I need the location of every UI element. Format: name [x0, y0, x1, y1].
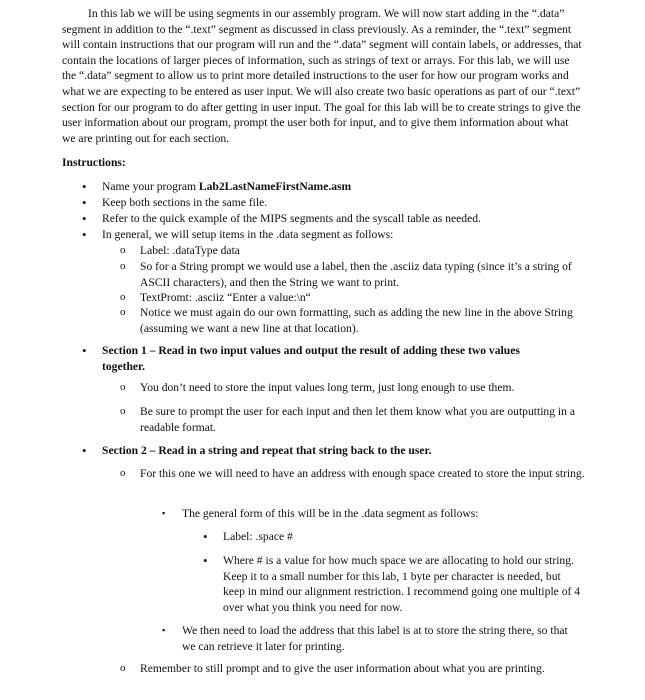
bullet-disc-icon: •	[82, 443, 87, 458]
where-item	[203, 553, 585, 615]
intro-paragraph: In this lab we will be using segments in our assembly program. We will now start adding in the “.data” segment in addition to the “.text” segment as discussed in class previously. As a reminder, the “.text” segment will contain instructions that our program will run and the “.data” segment will contain labels, or addresses, that contain the locations of larger pieces of information, such as strings of text or arrays. For this lab, we will use the “.data” segment to allow us to print more detailed instructions to the user for how our program works and what we are expecting to be entered as user input. We will also create two basic operations as part of our “.text” section for our program to do after getting in user input. The goal for this lab will be to create strings to give the user information about our program, prompt the user both for input, and to give them information about what we are printing out for each section.	[62, 7, 582, 145]
section1-item	[120, 380, 582, 396]
section2-sub-text: The general form of this will be in the .data segment as follows:	[182, 507, 479, 520]
bullet-circle-icon: o	[120, 381, 126, 393]
bullet-square-icon: ▪	[162, 625, 166, 635]
bullet-square-icon: ▪	[162, 508, 166, 518]
sub-item	[120, 290, 582, 306]
sub-item-text: So for a String prompt we would use a label, then the .asciiz data typing (since it’s a string of ASCII characters), and then the String we want to print.	[140, 260, 572, 289]
bullet-data-setup	[82, 227, 582, 243]
sub-item-text: Notice we must again do our own formatting, such as adding the new line in the above String (assuming we want a new line at that location).	[140, 306, 573, 335]
name-program-text: Name your program	[102, 180, 199, 193]
bullet-disc-icon: •	[82, 227, 87, 242]
bullet-disc-icon: •	[203, 553, 208, 568]
bullet-circle-icon: o	[120, 291, 126, 303]
bullet-refer-example	[82, 211, 582, 227]
label-space-item	[203, 529, 583, 545]
bullet-circle-icon: o	[120, 405, 126, 417]
sub-item	[120, 243, 582, 259]
section1-heading-row	[82, 343, 562, 374]
section2-heading: Section 2 – Read in a string and repeat that string back to the user.	[102, 444, 432, 457]
bullet-text: Refer to the quick example of the MIPS segments and the syscall table as needed.	[102, 212, 481, 225]
section2-sub-item	[162, 506, 582, 522]
section2-item	[120, 661, 590, 677]
bullet-disc-icon: •	[82, 195, 87, 210]
section1-heading: Section 1 – Read in two input values and output the result of adding these two values together.	[102, 344, 520, 373]
where-text: Where # is a value for how much space we are allocating to hold our string. Keep it to a small number for this lab, 1 byte per character is needed, but keep in mind our alignment restriction. I recommend going one multiple of 4 over what you think you need for now.	[223, 554, 581, 614]
bullet-name-program	[82, 179, 582, 195]
section2-sub-text: We then need to load the address that this label is at to store the string there, so that we can retrieve it later for printing.	[182, 624, 568, 653]
bullet-circle-icon: o	[120, 306, 126, 318]
bullet-disc-icon: •	[82, 343, 87, 358]
program-filename: Lab2LastNameFirstName.asm	[198, 180, 352, 193]
bullet-circle-icon: o	[120, 467, 126, 479]
section2-item	[120, 466, 585, 482]
bullet-text: Keep both sections in the same file.	[102, 196, 268, 209]
sub-item	[120, 305, 582, 336]
bullet-text: In general, we will setup items in the .data segment as follows:	[102, 228, 394, 241]
instructions-heading: Instructions:	[62, 156, 126, 169]
sub-item-text: TextPromt: .asciiz “Enter a value:\n“	[140, 291, 311, 304]
section1-item-text: Be sure to prompt the user for each input and then let them know what you are outputting in a readable format.	[140, 405, 575, 434]
bullet-same-file	[82, 195, 582, 211]
section2-sub-item	[162, 623, 582, 654]
label-space-text: Label: .space #	[223, 530, 293, 543]
bullet-disc-icon: •	[203, 529, 208, 544]
bullet-circle-icon: o	[120, 662, 126, 674]
sub-item-text: Label: .dataType data	[140, 244, 240, 257]
sub-item	[120, 259, 578, 290]
bullet-disc-icon: •	[82, 179, 87, 194]
section1-item-text: You don’t need to store the input values long term, just long enough to use them.	[140, 381, 515, 394]
bullet-circle-icon: o	[120, 260, 126, 272]
section1-item	[120, 404, 588, 435]
bullet-disc-icon: •	[82, 211, 87, 226]
section2-item-text: Remember to still prompt and to give the user information about what you are printing.	[140, 662, 545, 675]
section2-heading-row	[82, 443, 582, 459]
section2-item-text: For this one we will need to have an address with enough space created to store the input string.	[140, 467, 585, 480]
bullet-circle-icon: o	[120, 244, 126, 256]
